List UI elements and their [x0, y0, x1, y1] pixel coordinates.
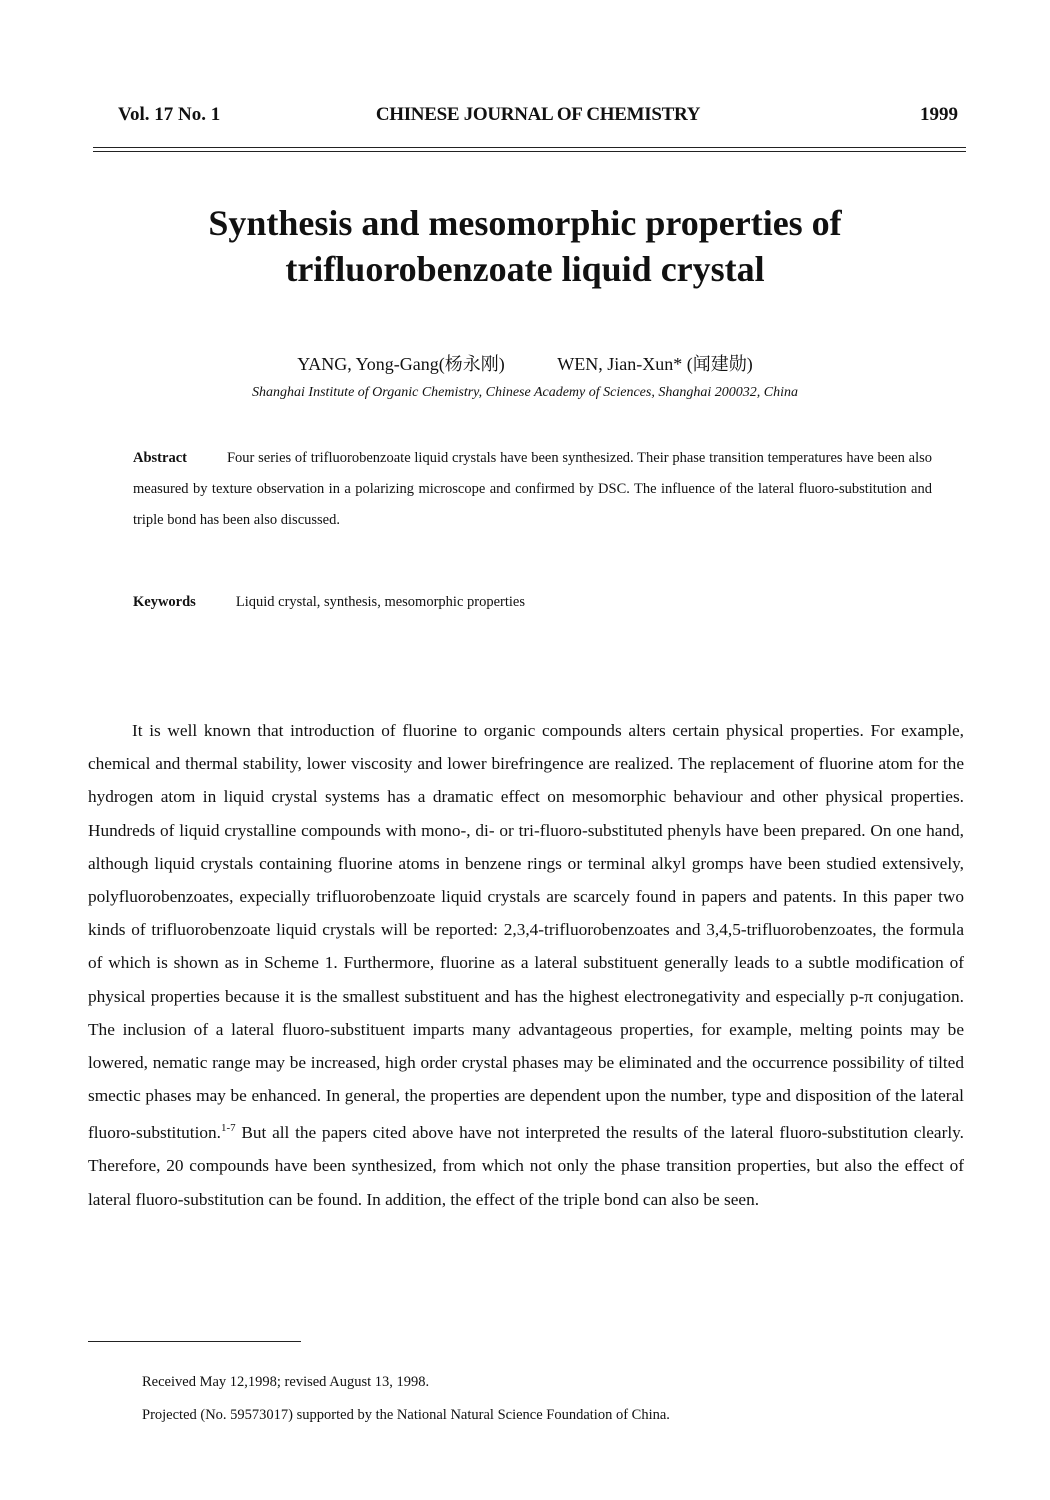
abstract-text: Four series of trifluorobenzoate liquid crystals have been synthesized. Their phase transition temperatures have been also measured by texture observation in a polarizing microscope and confirmed by DSC. The influence of the lateral fluoro-substitution and triple bond has been also discussed.: [133, 450, 932, 528]
footnote-rule: [88, 1341, 301, 1342]
volume-label: Vol. 17 No. 1: [118, 104, 221, 125]
body-part-1: It is well known that introduction of fluorine to organic compounds alters certain physical properties. For example, chemical and thermal stability, lower viscosity and lower birefringence are realized. The replacement of fluorine atom for the hydrogen atom in liquid crystal systems has a dramatic effect on mesomorphic behaviour and other physical properties. Hundreds of liquid crystalline compounds with mono-, di- or tri-fluoro-substituted phenyls have been prepared. On one hand, although liquid crystals containing fluorine atoms in benzene rings or terminal alkyl gromps have been studied extensively, polyfluorobenzoates, expecially trifluorobenzoate liquid crystals are scarcely found in papers and patents. In this paper two kinds of trifluorobenzoate liquid crystals will be reported: 2,3,4-trifluorobenzoates and 3,4,5-trifluorobenzoates, the formula of which is shown as in Scheme 1. Furthermore, fluorine as a lateral substituent generally leads to a subtle modification of physical properties because it is the smallest substituent and has the highest electronegativity and especially p-π conjugation. The inclusion of a lateral fluoro-substituent imparts many advantageous properties, for example, melting points may be lowered, nematic range may be increased, high order crystal phases may be eliminated and the occurrence possibility of tilted smectic phases may be enhanced. In general, the properties are dependent upon the number, type and disposition of the lateral fluoro-substitution.: [88, 721, 964, 1143]
keywords: [133, 594, 932, 611]
author-1: YANG, Yong-Gang(杨永刚): [297, 354, 505, 374]
keywords-label: Keywords: [133, 594, 196, 610]
year-label: 1999: [920, 104, 958, 125]
affiliation: Shanghai Institute of Organic Chemistry, Chinese Academy of Sciences, Shanghai 200032, China: [252, 385, 798, 400]
citation-superscript: 1-7: [220, 1122, 236, 1135]
running-header: [118, 104, 958, 132]
body-part-2: But all the papers cited above have not interpreted the results of the lateral fluoro-substitution clearly. Therefore, 20 compounds have been synthesized, from which not only the phase transition properties, but also the effect of lateral fluoro-substitution can be found. In addition, the effect of the triple bond can also be seen.: [88, 1123, 964, 1209]
journal-name: CHINESE JOURNAL OF CHEMISTRY: [375, 104, 701, 125]
body-text: [88, 714, 964, 1216]
footnote-funding: Projected (No. 59573017) supported by the National Natural Science Foundation of China.: [142, 1407, 670, 1423]
abstract: [133, 443, 932, 536]
abstract-label: Abstract: [133, 450, 187, 466]
paper-title: [120, 200, 930, 292]
title-line-1: Synthesis and mesomorphic properties of: [208, 203, 842, 243]
header-rule-top: [93, 147, 966, 148]
keywords-text: Liquid crystal, synthesis, mesomorphic properties: [235, 594, 525, 610]
footnote-received: Received May 12,1998; revised August 13, 1998.: [142, 1374, 430, 1390]
author-list: [0, 350, 1050, 376]
header-rule-bottom: [93, 151, 966, 152]
title-line-2: trifluorobenzoate liquid crystal: [285, 249, 765, 289]
body-paragraph: [88, 714, 964, 1216]
author-2: WEN, Jian-Xun* (闻建勋): [557, 354, 753, 374]
